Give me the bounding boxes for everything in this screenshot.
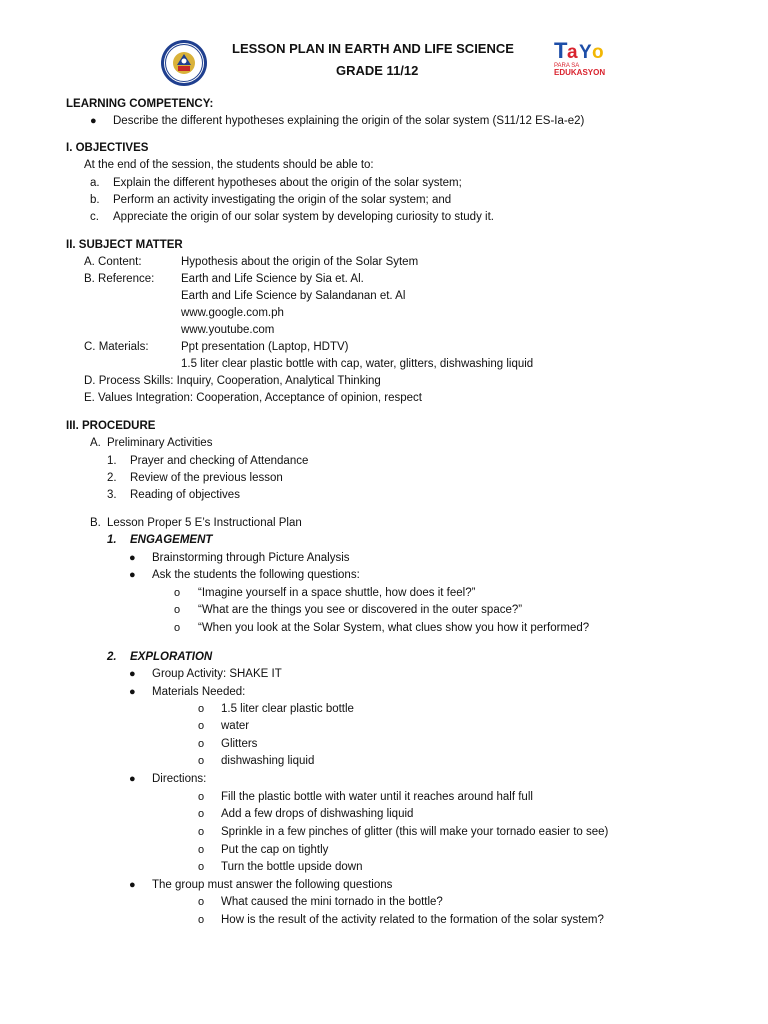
engagement-marker: 1.	[107, 534, 117, 546]
values-integration: E. Values Integration: Cooperation, Acceptance of opinion, respect	[84, 392, 422, 404]
circle-bullet-icon: o	[174, 622, 181, 634]
prelim-marker: A.	[90, 437, 101, 449]
objective-item: Appreciate the origin of our solar system by developing curiosity to study it.	[113, 211, 494, 223]
bullet-icon: ●	[129, 686, 136, 698]
bullet-icon: ●	[129, 552, 136, 564]
objective-item: Explain the different hypotheses about the origin of the solar system;	[113, 177, 462, 189]
material-item: Glitters	[221, 738, 258, 750]
prelim-title: Preliminary Activities	[107, 437, 213, 449]
bullet-icon: ●	[90, 115, 97, 127]
lesson-proper-marker: B.	[90, 517, 101, 529]
exploration-title: EXPLORATION	[130, 651, 213, 663]
circle-bullet-icon: o	[198, 808, 205, 820]
document-title: LESSON PLAN IN EARTH AND LIFE SCIENCE	[232, 41, 514, 56]
objective-marker: c.	[90, 211, 99, 223]
engagement-bullet: Brainstorming through Picture Analysis	[152, 552, 350, 564]
process-skills: D. Process Skills: Inquiry, Cooperation, Analytical Thinking	[84, 375, 381, 387]
svg-text:T: T	[554, 38, 568, 63]
circle-bullet-icon: o	[198, 861, 205, 873]
circle-bullet-icon: o	[198, 844, 205, 856]
direction-item: Sprinkle in a few pinches of glitter (this will make your tornado easier to see)	[221, 826, 609, 838]
direction-item: Turn the bottle upside down	[221, 861, 363, 873]
procedure-heading: III. PROCEDURE	[66, 420, 156, 432]
svg-text:a: a	[567, 42, 578, 63]
content-value: Hypothesis about the origin of the Solar Sytem	[181, 256, 419, 268]
circle-bullet-icon: o	[174, 604, 181, 616]
objectives-heading: I. OBJECTIVES	[66, 142, 149, 154]
group-question: How is the result of the activity related to the formation of the solar system?	[221, 914, 604, 926]
prelim-marker: 3.	[107, 489, 117, 501]
objective-marker: b.	[90, 194, 100, 206]
reference-item: Earth and Life Science by Salandanan et. Al	[181, 290, 406, 302]
reference-item: www.google.com.ph	[181, 307, 284, 319]
objective-marker: a.	[90, 177, 100, 189]
circle-bullet-icon: o	[174, 587, 181, 599]
prelim-marker: 2.	[107, 472, 117, 484]
group-questions-label: The group must answer the following questions	[152, 879, 393, 891]
material-item: 1.5 liter clear plastic bottle	[221, 703, 354, 715]
engagement-question: “What are the things you see or discovered in the outer space?”	[198, 604, 523, 616]
svg-text:o: o	[592, 42, 604, 63]
engagement-question: “Imagine yourself in a space shuttle, how does it feel?”	[198, 587, 476, 599]
bullet-icon: ●	[129, 668, 136, 680]
circle-bullet-icon: o	[198, 826, 205, 838]
prelim-marker: 1.	[107, 455, 117, 467]
objective-item: Perform an activity investigating the origin of the solar system; and	[113, 194, 452, 206]
material-item: water	[221, 720, 250, 732]
competency-heading: LEARNING COMPETENCY:	[66, 98, 214, 110]
reference-item: www.youtube.com	[181, 324, 275, 336]
svg-text:PARA SA: PARA SA	[554, 63, 580, 69]
material-item: dishwashing liquid	[221, 755, 315, 767]
reference-label: B. Reference:	[84, 273, 155, 285]
prelim-item: Review of the previous lesson	[130, 472, 283, 484]
circle-bullet-icon: o	[198, 896, 205, 908]
circle-bullet-icon: o	[198, 791, 205, 803]
group-question: What caused the mini tornado in the bottle?	[221, 896, 443, 908]
lesson-proper-title: Lesson Proper 5 E’s Instructional Plan	[107, 517, 302, 529]
competency-item: Describe the different hypotheses explaining the origin of the solar system (S11/12 ES-Ia-e2)	[113, 115, 585, 127]
directions-label: Directions:	[152, 773, 207, 785]
circle-bullet-icon: o	[198, 914, 205, 926]
circle-bullet-icon: o	[198, 720, 205, 732]
content-label: A. Content:	[84, 256, 142, 268]
exploration-activity: Group Activity: SHAKE IT	[152, 668, 282, 680]
materials-label: C. Materials:	[84, 341, 149, 353]
svg-text:Y: Y	[579, 42, 592, 63]
objectives-intro: At the end of the session, the students should be able to:	[84, 159, 374, 171]
tayo-para-sa-edukasyon-logo	[552, 38, 614, 78]
circle-bullet-icon: o	[198, 703, 205, 715]
engagement-bullet: Ask the students the following questions:	[152, 569, 360, 581]
svg-text:EDUKASYON: EDUKASYON	[554, 68, 606, 77]
direction-item: Fill the plastic bottle with water until it reaches around half full	[221, 791, 533, 803]
circle-bullet-icon: o	[198, 755, 205, 767]
engagement-question: “When you look at the Solar System, what clues show you how it performed?	[198, 622, 590, 634]
bullet-icon: ●	[129, 773, 136, 785]
materials-item: Ppt presentation (Laptop, HDTV)	[181, 341, 349, 353]
circle-bullet-icon: o	[198, 738, 205, 750]
deped-seal-icon	[160, 39, 208, 87]
direction-item: Add a few drops of dishwashing liquid	[221, 808, 414, 820]
reference-item: Earth and Life Science by Sia et. Al.	[181, 273, 364, 285]
engagement-title: ENGAGEMENT	[130, 534, 213, 546]
subject-matter-heading: II. SUBJECT MATTER	[66, 239, 183, 251]
prelim-item: Reading of objectives	[130, 489, 240, 501]
direction-item: Put the cap on tightly	[221, 844, 329, 856]
exploration-marker: 2.	[107, 651, 117, 663]
bullet-icon: ●	[129, 569, 136, 581]
prelim-item: Prayer and checking of Attendance	[130, 455, 309, 467]
materials-item: 1.5 liter clear plastic bottle with cap, water, glitters, dishwashing liquid	[181, 358, 534, 370]
document-grade: GRADE 11/12	[336, 63, 419, 78]
materials-needed-label: Materials Needed:	[152, 686, 246, 698]
bullet-icon: ●	[129, 879, 136, 891]
